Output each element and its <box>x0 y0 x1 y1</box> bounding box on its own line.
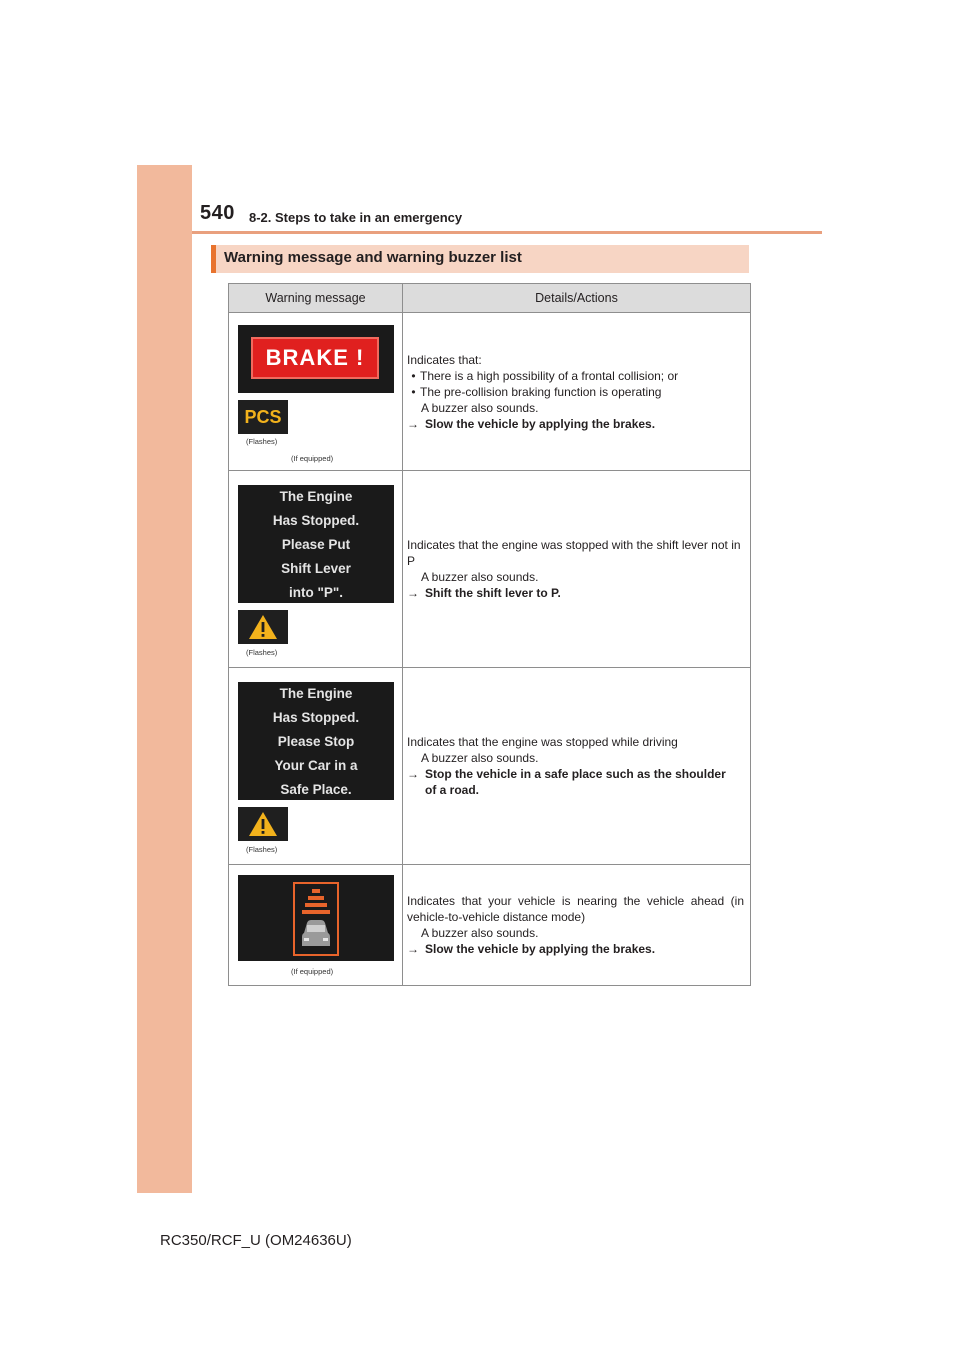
banner-title: Warning message and warning buzzer list <box>224 249 522 266</box>
section-title: 8-2. Steps to take in an emergency <box>249 210 463 225</box>
display-screen <box>238 682 394 800</box>
warning-image-cell <box>229 471 403 668</box>
detail-bullet: • There is a high possibility of a frontal collision; or <box>411 368 679 383</box>
warning-triangle-icon <box>238 807 288 841</box>
display-screen <box>238 485 394 603</box>
table-row <box>229 865 751 986</box>
pcs-indicator-label: PCS <box>244 406 282 427</box>
if-equipped-note: (If equipped) <box>291 454 334 463</box>
buzzer-note: A buzzer also sounds. <box>421 400 539 415</box>
table-row <box>229 668 751 865</box>
warning-image-cell <box>229 668 403 865</box>
arrow-icon: → <box>407 942 419 956</box>
table-row <box>229 471 751 668</box>
details-cell <box>403 865 751 986</box>
buzzer-note: A buzzer also sounds. <box>421 926 539 940</box>
warning-triangle-icon <box>238 610 288 644</box>
arrow-icon: → <box>407 586 419 600</box>
sidebar-tab <box>137 165 192 1193</box>
flashes-note: (Flashes) <box>246 845 278 854</box>
detail-text: Indicates that the engine was stopped with the shift lever not in P <box>407 538 741 568</box>
column-header-message: Warning message <box>229 284 403 313</box>
document-code: RC350/RCF_U (OM24636U) <box>160 1232 352 1249</box>
warning-table <box>228 283 751 986</box>
action-instruction: → Slow the vehicle by applying the brakes. <box>407 416 656 431</box>
arrow-icon: → <box>407 416 419 431</box>
page-number: 540 <box>200 202 235 224</box>
table-header-row <box>229 284 751 313</box>
warning-image-cell <box>229 865 403 986</box>
action-instruction-continued: of a road. <box>425 783 480 797</box>
section-banner <box>211 245 749 273</box>
detail-bullet: • The pre-collision braking function is operating <box>411 384 662 399</box>
detail-text: Indicates that your vehicle is nearing the vehicle ahead (in vehicle-to-vehicle distance mode) <box>407 894 744 924</box>
action-instruction: → Slow the vehicle by applying the brakes. <box>407 942 656 956</box>
details-cell <box>403 313 751 471</box>
warning-image-cell <box>229 313 403 471</box>
arrow-icon: → <box>407 767 419 781</box>
action-instruction: → Stop the vehicle in a safe place such as the shoulder <box>407 767 726 781</box>
banner-accent-bar <box>211 245 216 273</box>
display-screen <box>238 875 394 961</box>
buzzer-note: A buzzer also sounds. <box>421 751 539 765</box>
header-divider <box>192 231 822 234</box>
table-row <box>229 313 751 471</box>
column-header-details: Details/Actions <box>403 284 751 313</box>
display-screen <box>238 325 394 393</box>
flashes-note: (Flashes) <box>246 648 278 657</box>
buzzer-note: A buzzer also sounds. <box>421 570 539 584</box>
detail-text: Indicates that the engine was stopped while driving <box>407 735 678 749</box>
engine-stopped-message: The Engine Has Stopped. Please Put Shift Lever into "P". <box>272 489 360 600</box>
details-cell <box>403 471 751 668</box>
vehicle-distance-icon <box>238 875 394 961</box>
pcs-indicator-icon <box>238 400 288 434</box>
flashes-note: (Flashes) <box>246 437 278 446</box>
if-equipped-note: (If equipped) <box>291 967 334 976</box>
engine-stopped-message: The Engine Has Stopped. Please Stop Your Car in a Safe Place. <box>272 686 360 797</box>
detail-intro: Indicates that: <box>407 352 482 367</box>
details-cell <box>403 668 751 865</box>
brake-warning-message: BRAKE ! <box>251 337 379 379</box>
action-instruction: → Shift the shift lever to P. <box>407 586 561 600</box>
